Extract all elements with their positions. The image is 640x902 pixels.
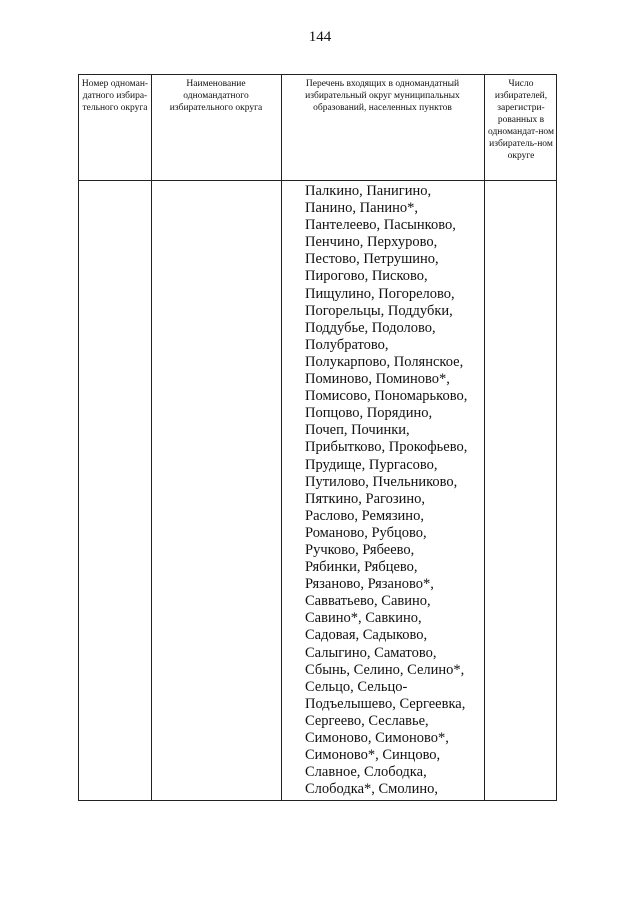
- settlement-line: Палкино, Панигино,: [305, 183, 432, 199]
- settlement-line: Пяткино, Рагозино,: [305, 490, 426, 507]
- header-district-name: Наименование одномандатного избирательного округа: [169, 79, 263, 113]
- settlement-line: Подъелышево, Сергеевка,: [305, 695, 466, 712]
- settlement-line: Попцово, Порядино,: [305, 405, 433, 422]
- settlement-line: Сельцо, Сельцо-: [305, 678, 408, 695]
- settlement-line: Салыгино, Саматово,: [305, 644, 437, 661]
- header-district-number: Номер одноман-датного избира-тельного округа: [81, 79, 149, 113]
- settlement-line: Савино*, Савкино,: [305, 610, 422, 627]
- settlement-line: Погорельцы, Поддубки,: [305, 302, 453, 319]
- settlement-line: Славное, Слободка,: [305, 764, 427, 781]
- header-voter-count: Число избирателей, зарегистри-рованных в одномандат-ном избиратель-ном округе: [488, 79, 554, 161]
- settlement-line: Сбынь, Селино, Селино*,: [305, 661, 465, 678]
- settlement-line: Почеп, Починки,: [305, 422, 410, 439]
- settlement-line: Пенчино, Перхурово,: [305, 234, 438, 251]
- settlement-line: Ручково, Рябеево,: [305, 541, 415, 558]
- settlement-line: Слободка*, Смолино,: [305, 781, 439, 798]
- settlement-line: Романово, Рубцово,: [305, 524, 427, 541]
- settlement-line: Сергеево, Сеславье,: [305, 712, 429, 729]
- settlement-line: Прибытково, Прокофьево,: [305, 439, 468, 456]
- districts-table: [78, 74, 557, 801]
- settlement-line: Полукарпово, Полянское,: [305, 353, 464, 370]
- settlement-line: Рязаново, Рязаново*,: [305, 576, 434, 593]
- settlement-line: Поддубье, Подолово,: [305, 319, 436, 336]
- settlement-line: Пестово, Петрушино,: [305, 251, 439, 268]
- header-divider: [79, 180, 556, 181]
- column-divider: [151, 75, 152, 800]
- settlement-line: Пантелеево, Пасынково,: [305, 217, 456, 234]
- settlement-line: Рябинки, Рябцево,: [305, 559, 418, 576]
- settlement-line: Путилово, Пчельниково,: [305, 473, 458, 490]
- settlements-list: [305, 183, 485, 798]
- page-number: 144: [308, 29, 332, 45]
- settlement-line: Савватьево, Савино,: [305, 593, 431, 610]
- settlement-line: Пирогово, Писково,: [305, 268, 428, 285]
- settlement-line: Прудище, Пургасово,: [305, 456, 438, 473]
- settlement-line: Пищулино, Погорелово,: [305, 285, 455, 302]
- settlement-line: Симоново*, Синцово,: [305, 747, 441, 764]
- settlement-line: Помисово, Пономарьково,: [305, 388, 468, 405]
- settlement-line: Раслово, Ремязино,: [305, 507, 424, 524]
- column-divider: [281, 75, 282, 800]
- header-municipalities-list: Перечень входящих в одномандатный избирательный округ муниципальных образований, населенных пунктов: [305, 79, 460, 113]
- settlement-line: Панино, Панино*,: [305, 200, 418, 217]
- settlement-line: Полубратово,: [305, 336, 389, 353]
- settlement-line: Садовая, Садыково,: [305, 627, 428, 644]
- settlement-line: Симоново, Симоново*,: [305, 730, 449, 746]
- settlement-line: Поминово, Поминово*,: [305, 371, 450, 388]
